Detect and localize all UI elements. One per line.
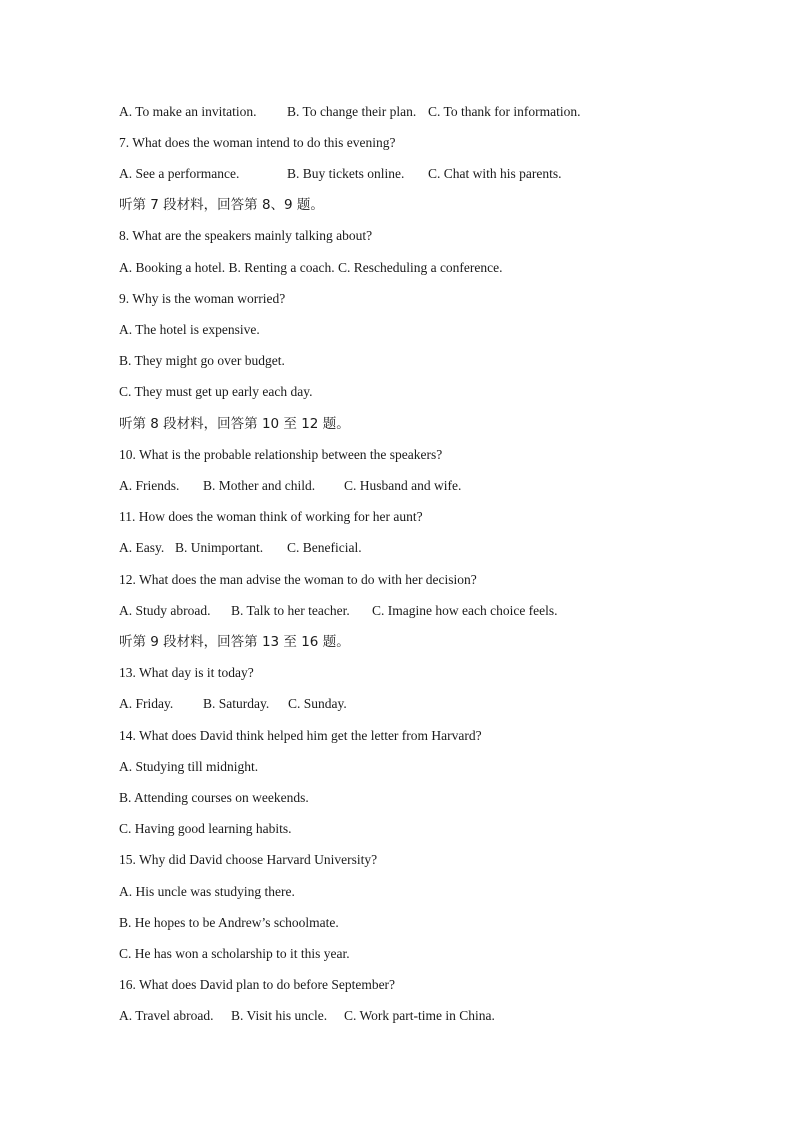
q14-option-b: B. Attending courses on weekends.: [119, 790, 309, 805]
q8-options: A. Booking a hotel. B. Renting a coach. C. Rescheduling a conference.: [119, 260, 503, 275]
q13-option-b: B. Saturday.: [203, 696, 270, 711]
q10-question: 10. What is the probable relationship between the speakers?: [119, 447, 443, 462]
q6-option-b: B. To change their plan.: [287, 104, 417, 119]
section-7-heading: 听第 7 段材料，回答第 8、9 题。: [119, 197, 324, 213]
q11-option-a: A. Easy.: [119, 540, 165, 555]
q15-option-b: B. He hopes to be Andrew’s schoolmate.: [119, 915, 339, 930]
q15-question: 15. Why did David choose Harvard University?: [119, 852, 378, 867]
section-8-heading: 听第 8 段材料，回答第 10 至 12 题。: [119, 416, 350, 432]
q16-option-b: B. Visit his uncle.: [231, 1008, 328, 1023]
q14-question: 14. What does David think helped him get the letter from Harvard?: [119, 728, 482, 743]
q12-option-b: B. Talk to her teacher.: [231, 603, 350, 618]
q13-option-c: C. Sunday.: [288, 696, 347, 711]
q14-option-a: A. Studying till midnight.: [119, 759, 259, 774]
q8-question: 8. What are the speakers mainly talking about?: [119, 228, 373, 243]
q11-question: 11. How does the woman think of working for her aunt?: [119, 509, 423, 524]
q13-question: 13. What day is it today?: [119, 665, 254, 680]
q10-option-b: B. Mother and child.: [203, 478, 316, 493]
q9-option-a: A. The hotel is expensive.: [119, 322, 260, 337]
q7-option-c: C. Chat with his parents.: [428, 166, 562, 181]
q16-question: 16. What does David plan to do before September?: [119, 977, 396, 992]
q7-option-b: B. Buy tickets online.: [287, 166, 405, 181]
q7-option-a: A. See a performance.: [119, 166, 240, 181]
q14-option-c: C. Having good learning habits.: [119, 821, 292, 836]
q12-option-c: C. Imagine how each choice feels.: [372, 603, 558, 618]
q15-option-a: A. His uncle was studying there.: [119, 884, 295, 899]
q16-option-c: C. Work part-time in China.: [344, 1008, 495, 1023]
q7-question: 7. What does the woman intend to do this evening?: [119, 135, 396, 150]
q10-option-c: C. Husband and wife.: [344, 478, 462, 493]
q6-option-a: A. To make an invitation.: [119, 104, 257, 119]
q12-question: 12. What does the man advise the woman to do with her decision?: [119, 572, 477, 587]
q9-question: 9. Why is the woman worried?: [119, 291, 286, 306]
q9-option-b: B. They might go over budget.: [119, 353, 285, 368]
q11-option-b: B. Unimportant.: [175, 540, 264, 555]
q11-option-c: C. Beneficial.: [287, 540, 362, 555]
q10-option-a: A. Friends.: [119, 478, 180, 493]
section-9-heading: 听第 9 段材料，回答第 13 至 16 题。: [119, 634, 350, 650]
q9-option-c: C. They must get up early each day.: [119, 384, 313, 399]
q16-option-a: A. Travel abroad.: [119, 1008, 214, 1023]
q13-option-a: A. Friday.: [119, 696, 174, 711]
q12-option-a: A. Study abroad.: [119, 603, 211, 618]
q15-option-c: C. He has won a scholarship to it this year.: [119, 946, 350, 961]
q6-option-c: C. To thank for information.: [428, 104, 581, 119]
